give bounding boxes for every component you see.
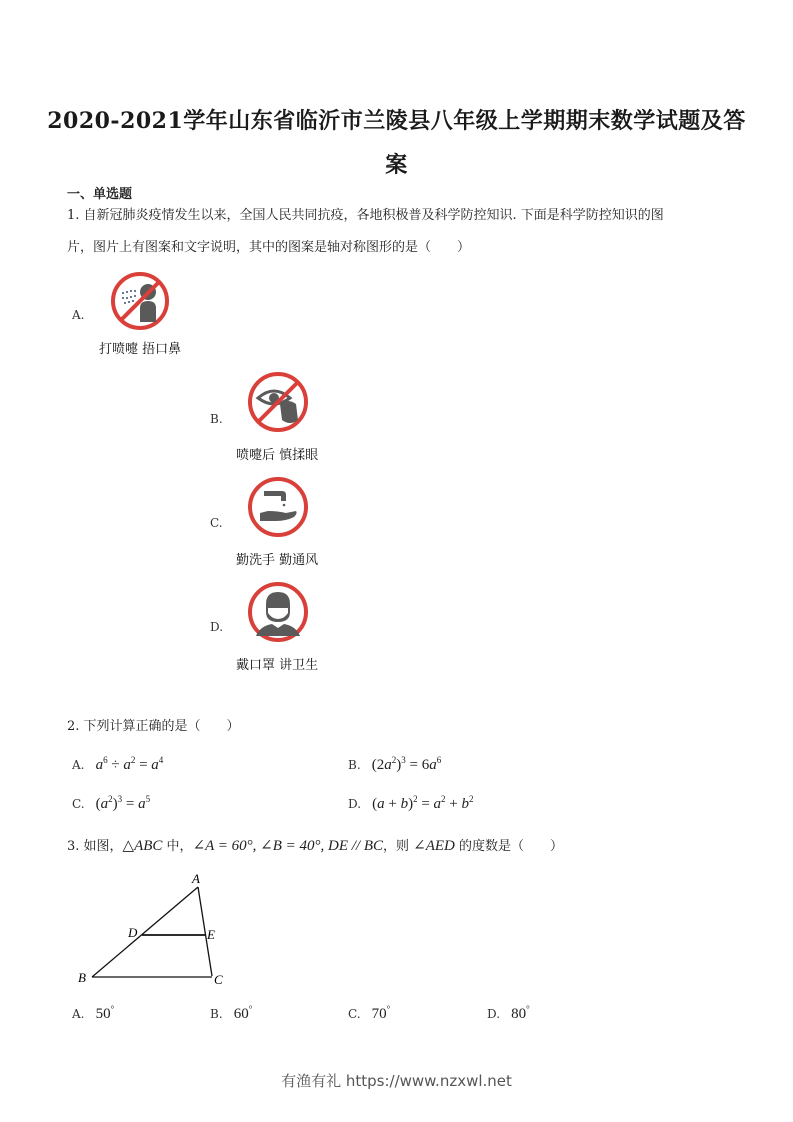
point-e-label: E (207, 927, 215, 942)
q2-option-d-expr: $(a + b)^2 = a^2 + b^2$ (372, 794, 474, 812)
q2-option-d-letter: D. (348, 797, 362, 811)
q3-option-a-value: 50 (95, 1006, 111, 1022)
q3-target-angle: ∠AED (413, 838, 455, 854)
q3-text-then: ，则 (383, 839, 414, 854)
q3-text (67, 836, 563, 857)
q1-option-b-letter: B. (210, 412, 223, 426)
q3-option-c-value: 70 (371, 1006, 387, 1022)
q1-option-c-letter: C. (210, 516, 223, 530)
q3-condition: ∠A = 60°, ∠B = 40°, DE // BC (192, 838, 383, 854)
q2-option-b-expr: $(2a^2)^3 = 6a^6$ (371, 755, 442, 773)
document-title-line-2: 案 (385, 152, 408, 178)
vertex-b-label: B (78, 970, 86, 985)
q3-option-c (348, 1003, 390, 1023)
q1-text-line-1: 1. 自新冠肺炎疫情发生以来，全国人民共同抗疫，各地积极普及科学防控知识. 下面是科学防控知识的图 (67, 208, 664, 223)
vertex-c-label: C (214, 972, 223, 987)
q3-text-mid: 中， (162, 839, 193, 854)
wear-mask-icon (244, 580, 312, 644)
q2-option-c-expr: $(a^2)^3 = a^5$ (95, 794, 151, 812)
q3-option-d-letter: D. (487, 1007, 501, 1021)
q2-option-b (348, 754, 441, 774)
q1-option-d-caption: 戴口罩 讲卫生 (236, 658, 319, 673)
vertex-a-label: A (192, 871, 200, 886)
section-heading: 一、单选题 (67, 187, 133, 202)
q1-option-b-caption: 喷嚏后 慎揉眼 (236, 448, 319, 463)
triangle-figure (74, 868, 234, 988)
q1-option-d-letter: D. (210, 620, 224, 634)
q2-option-a (72, 754, 163, 774)
q2-option-d (348, 793, 474, 813)
q2-option-c-letter: C. (72, 797, 85, 811)
q3-triangle: △ABC (122, 838, 163, 854)
footer-watermark: 有渔有礼 https://www.nzxwl.net (281, 1072, 512, 1090)
degree-sign: ° (110, 1004, 115, 1014)
q1-option-a-caption: 打喷嚏 捂口鼻 (99, 342, 182, 357)
q3-text-prefix: 3. 如图， (67, 839, 123, 854)
q3-option-a-letter: A. (72, 1007, 85, 1021)
document-title-line-1: 2020-2021学年山东省临沂市兰陵县八年级上学期期末数学试题及答 (47, 108, 746, 134)
q3-option-d-value: 80 (511, 1006, 527, 1022)
wash-hands-icon (244, 475, 312, 539)
q3-option-d (487, 1003, 530, 1023)
q3-option-b-value: 60 (233, 1006, 249, 1022)
q1-option-c-caption: 勤洗手 勤通风 (236, 553, 319, 568)
q2-option-b-letter: B. (348, 758, 361, 772)
no-sneeze-icon (108, 270, 172, 332)
degree-sign: ° (248, 1004, 253, 1014)
q3-option-a (72, 1003, 114, 1023)
q3-option-c-letter: C. (348, 1007, 361, 1021)
q2-option-c (72, 793, 150, 813)
no-rub-eyes-icon (244, 370, 312, 434)
degree-sign: ° (526, 1004, 530, 1014)
point-d-label: D (128, 925, 138, 940)
q3-option-b-letter: B. (210, 1007, 223, 1021)
q1-option-a-letter: A. (72, 308, 85, 322)
q2-option-a-expr: $a^6 \div a^2 = a^4$ (95, 755, 164, 773)
q2-option-a-letter: A. (72, 758, 85, 772)
q1-text-line-2: 片，图片上有图案和文字说明，其中的图案是轴对称图形的是（ ） (67, 240, 471, 255)
q3-option-b (210, 1003, 252, 1023)
q3-text-suffix: 的度数是（ ） (454, 839, 564, 854)
degree-sign: ° (386, 1004, 391, 1014)
q2-text: 2. 下列计算正确的是（ ） (67, 719, 240, 734)
